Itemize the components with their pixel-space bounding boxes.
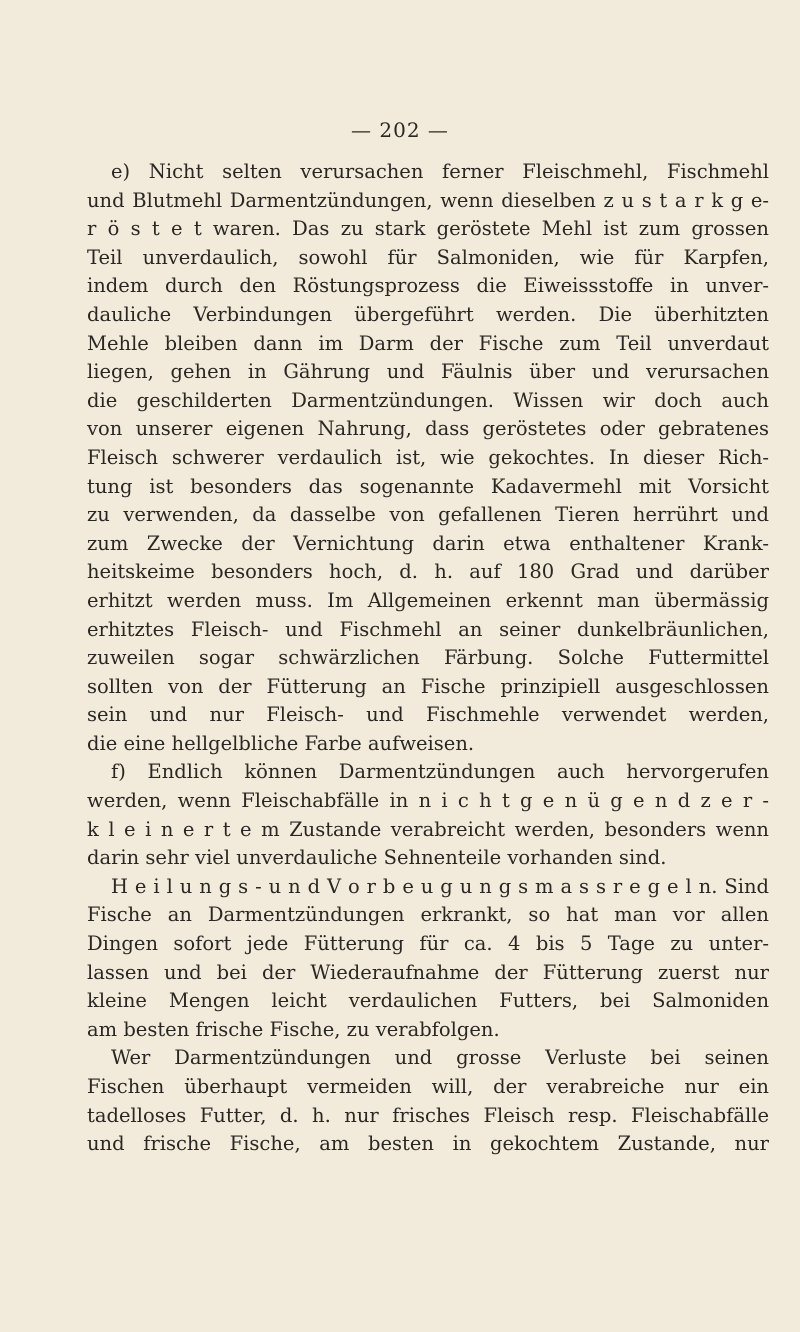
- text-line: werden, wenn Fleischabfälle in n i c h t g e n ü g e n d z e r -: [87, 789, 769, 813]
- text-line: dauliche Verbindungen übergeführt werden. Die überhitzten: [87, 302, 769, 326]
- body-text: [87, 158, 769, 1159]
- text-line: die geschilderten Darmentzündungen. Wissen wir doch auch: [87, 388, 769, 412]
- text-line: lassen und bei der Wiederaufnahme der Fütterung zuerst nur: [87, 960, 769, 984]
- text-line: heitskeime besonders hoch, d. h. auf 180 Grad und darüber: [87, 560, 769, 584]
- text-line: Fleisch schwerer verdaulich ist, wie gekochtes. In dieser Rich-: [87, 445, 769, 469]
- text-line: erhitzt werden muss. Im Allgemeinen erkennt man übermässig: [87, 588, 769, 612]
- text-line: sein und nur Fleisch- und Fischmehle verwendet werden,: [87, 703, 769, 727]
- text-line: zum Zwecke der Vernichtung darin etwa enthaltener Krank-: [87, 531, 769, 555]
- text-line: tung ist besonders das sogenannte Kadavermehl mit Vorsicht: [87, 474, 769, 498]
- text-line: r ö s t e t waren. Das zu stark geröstete Mehl ist zum grossen: [87, 217, 769, 241]
- text-line: indem durch den Röstungsprozess die Eiweissstoffe in unver-: [87, 274, 769, 298]
- text-line: Wer Darmentzündungen und grosse Verluste bei seinen: [111, 1046, 769, 1070]
- text-line: H e i l u n g s - u n d V o r b e u g u n g s m a s s r e g e l n. Sind: [111, 874, 769, 898]
- text-line: Dingen sofort jede Fütterung für ca. 4 bis 5 Tage zu unter-: [87, 932, 769, 956]
- text-line: erhitztes Fleisch- und Fischmehl an seiner dunkelbräunlichen,: [87, 617, 769, 641]
- text-line: k l e i n e r t e m Zustande verabreicht werden, besonders wenn: [87, 817, 769, 841]
- text-line: f) Endlich können Darmentzündungen auch hervorgerufen: [111, 760, 769, 784]
- text-line: Fischen überhaupt vermeiden will, der verabreiche nur ein: [87, 1075, 769, 1098]
- text-line: sollten von der Fütterung an Fische prinzipiell ausgeschlossen: [87, 674, 769, 698]
- text-line: die eine hellgelbliche Farbe aufweisen.: [87, 731, 475, 755]
- text-line: tadelloses Futter, d. h. nur frisches Fleisch resp. Fleischabfälle: [87, 1103, 769, 1127]
- text-line: Mehle bleiben dann im Darm der Fische zum Teil unverdaut: [87, 331, 769, 355]
- text-line: darin sehr viel unverdauliche Sehnenteile vorhanden sind.: [87, 846, 667, 870]
- text-line: liegen, gehen in Gährung und Fäulnis über und verursachen: [87, 360, 769, 384]
- text-line: von unserer eigenen Nahrung, dass geröstetes oder gebratenes: [87, 417, 769, 441]
- text-line: und Blutmehl Darmentzündungen, wenn dieselben z u s t a r k g e-: [87, 188, 769, 212]
- text-line: am besten frische Fische, zu verabfolgen.: [87, 1017, 500, 1041]
- text-line: kleine Mengen leicht verdaulichen Futters, bei Salmoniden: [87, 989, 769, 1013]
- text-line: Teil unverdaulich, sowohl für Salmoniden, wie für Karpfen,: [87, 245, 769, 269]
- text-line: und frische Fische, am besten in gekochtem Zustande, nur: [87, 1132, 769, 1156]
- text-line: Fische an Darmentzündungen erkrankt, so hat man vor allen: [87, 903, 769, 927]
- text-line: e) Nicht selten verursachen ferner Fleischmehl, Fischmehl: [111, 160, 769, 183]
- text-line: zuweilen sogar schwärzlichen Färbung. Solche Futtermittel: [87, 646, 769, 670]
- page-number: — 202 —: [351, 118, 449, 142]
- text-line: zu verwenden, da dasselbe von gefallenen Tieren herrührt und: [87, 503, 769, 527]
